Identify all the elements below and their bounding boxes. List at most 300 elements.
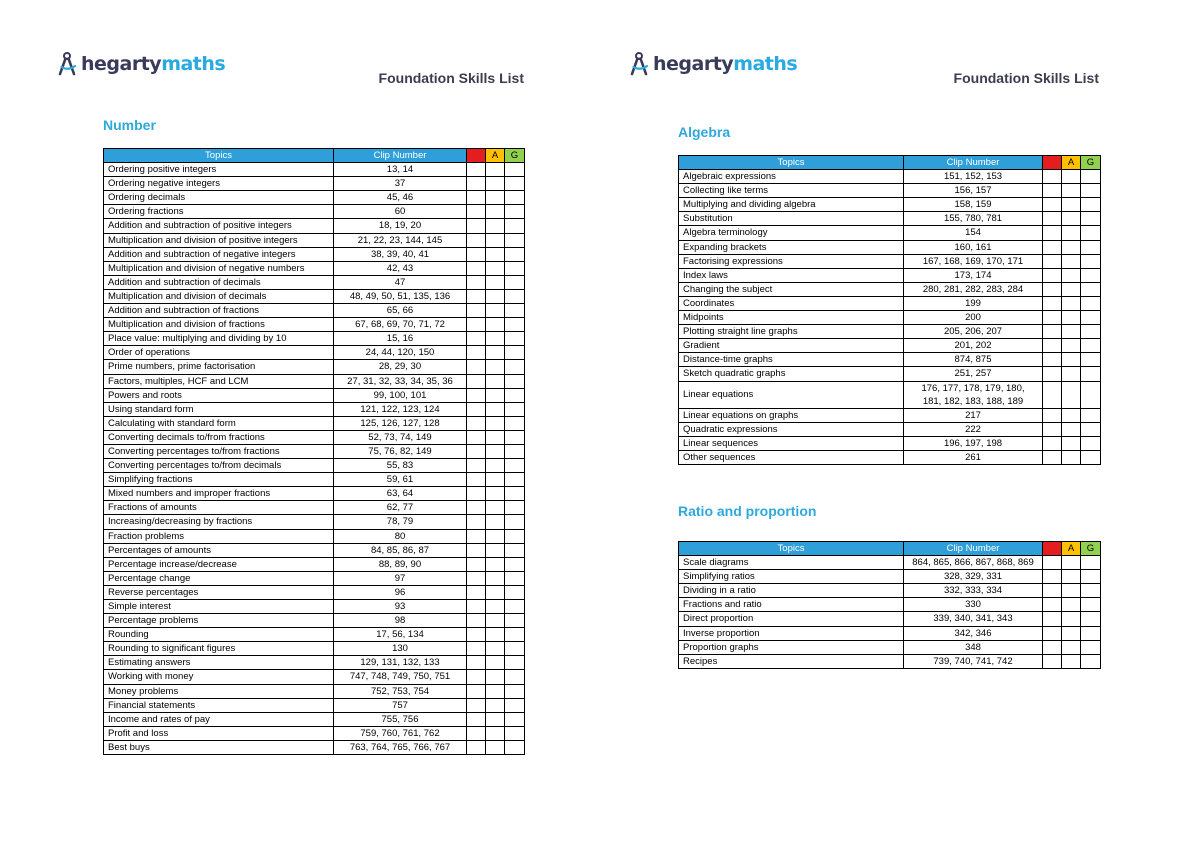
- logo-text: hegartymaths: [81, 53, 226, 75]
- rating-r-cell[interactable]: [1043, 556, 1062, 570]
- rating-a-cell[interactable]: [486, 402, 505, 416]
- table-row: [679, 367, 1101, 381]
- rating-g-cell[interactable]: [505, 628, 525, 642]
- rating-a-cell[interactable]: [486, 670, 505, 684]
- table-row: [679, 226, 1101, 240]
- table-row: [104, 740, 525, 754]
- rating-g-cell[interactable]: [505, 585, 525, 599]
- topic-cell: Fraction problems: [104, 529, 334, 543]
- clip-number-cell: 201, 202: [904, 339, 1043, 353]
- clip-number-cell: 217: [904, 408, 1043, 422]
- rating-a-cell[interactable]: [1062, 268, 1081, 282]
- rating-r-cell[interactable]: [1043, 598, 1062, 612]
- rating-r-cell[interactable]: [467, 712, 486, 726]
- rating-g-cell[interactable]: [1081, 570, 1101, 584]
- rating-a-cell[interactable]: [486, 205, 505, 219]
- rating-a-cell[interactable]: [486, 614, 505, 628]
- table-row: [104, 543, 525, 557]
- rating-g-cell[interactable]: [1081, 422, 1101, 436]
- rating-g-cell[interactable]: [1081, 325, 1101, 339]
- rating-g-cell[interactable]: [505, 698, 525, 712]
- rating-a-cell[interactable]: [486, 346, 505, 360]
- rating-g-cell[interactable]: [505, 529, 525, 543]
- rating-a-cell[interactable]: [486, 600, 505, 614]
- clip-number-line: 181, 182, 183, 188, 189: [922, 395, 1024, 407]
- topic-cell: Percentage change: [104, 571, 334, 585]
- rating-g-cell[interactable]: [505, 318, 525, 332]
- rating-g-cell[interactable]: [1081, 311, 1101, 325]
- topic-cell: Midpoints: [679, 311, 904, 325]
- rating-g-cell[interactable]: [505, 642, 525, 656]
- clip-number-cell: 222: [904, 422, 1043, 436]
- topic-cell: Reverse percentages: [104, 585, 334, 599]
- rating-g-cell[interactable]: [1081, 654, 1101, 668]
- table-row: [104, 684, 525, 698]
- table-row: [679, 240, 1101, 254]
- clip-number-cell: 160, 161: [904, 240, 1043, 254]
- rating-r-cell[interactable]: [467, 332, 486, 346]
- rating-r-cell[interactable]: [467, 289, 486, 303]
- clip-number-cell: 65, 66: [334, 304, 467, 318]
- rating-a-cell[interactable]: [486, 247, 505, 261]
- rating-r-cell[interactable]: [467, 487, 486, 501]
- topic-cell: Simplifying ratios: [679, 570, 904, 584]
- topic-cell: Profit and loss: [104, 726, 334, 740]
- topic-cell: Using standard form: [104, 402, 334, 416]
- rating-a-cell[interactable]: [486, 515, 505, 529]
- rating-a-cell[interactable]: [1062, 436, 1081, 450]
- rating-g-cell[interactable]: [505, 726, 525, 740]
- rating-a-cell[interactable]: [486, 444, 505, 458]
- clip-number-cell: 342, 346: [904, 626, 1043, 640]
- rating-a-cell[interactable]: [486, 459, 505, 473]
- rating-a-cell[interactable]: [486, 191, 505, 205]
- rating-a-cell[interactable]: [486, 374, 505, 388]
- table-row: [104, 346, 525, 360]
- table-header-row: [679, 542, 1101, 556]
- rating-a-cell[interactable]: [486, 332, 505, 346]
- topic-cell: Ordering negative integers: [104, 177, 334, 191]
- rating-g-cell[interactable]: [1081, 612, 1101, 626]
- topic-cell: Algebraic expressions: [679, 170, 904, 184]
- rating-a-cell[interactable]: [1062, 367, 1081, 381]
- rating-a-cell[interactable]: [1062, 170, 1081, 184]
- rating-g-cell[interactable]: [1081, 640, 1101, 654]
- topic-cell: Inverse proportion: [679, 626, 904, 640]
- rating-a-cell[interactable]: [1062, 254, 1081, 268]
- rating-r-cell[interactable]: [1043, 367, 1062, 381]
- rating-a-cell[interactable]: [1062, 226, 1081, 240]
- rating-g-cell[interactable]: [505, 388, 525, 402]
- rating-r-cell[interactable]: [467, 557, 486, 571]
- rating-a-cell[interactable]: [1062, 556, 1081, 570]
- table-row: [679, 296, 1101, 310]
- clip-number-cell: 151, 152, 153: [904, 170, 1043, 184]
- rating-g-cell[interactable]: [1081, 282, 1101, 296]
- rating-r-cell[interactable]: [1043, 282, 1062, 296]
- rating-g-cell[interactable]: [505, 219, 525, 233]
- clip-number-cell: 330: [904, 598, 1043, 612]
- rating-a-cell[interactable]: [486, 571, 505, 585]
- rating-a-cell[interactable]: [486, 219, 505, 233]
- rating-g-cell[interactable]: [505, 332, 525, 346]
- rating-g-cell[interactable]: [1081, 254, 1101, 268]
- rating-g-cell[interactable]: [505, 600, 525, 614]
- topic-cell: Rounding to significant figures: [104, 642, 334, 656]
- rating-r-cell[interactable]: [467, 515, 486, 529]
- topic-cell: Proportion graphs: [679, 640, 904, 654]
- rating-a-cell[interactable]: [486, 261, 505, 275]
- rating-r-cell[interactable]: [467, 740, 486, 754]
- rating-a-cell[interactable]: [486, 543, 505, 557]
- rating-a-cell[interactable]: [486, 726, 505, 740]
- rating-r-cell[interactable]: [1043, 570, 1062, 584]
- rating-g-cell[interactable]: [1081, 184, 1101, 198]
- clip-number-cell: 13, 14: [334, 163, 467, 177]
- rating-g-cell[interactable]: [505, 275, 525, 289]
- table-row: [679, 339, 1101, 353]
- rating-r-cell[interactable]: [1043, 184, 1062, 198]
- rating-a-cell[interactable]: [486, 557, 505, 571]
- rating-g-cell[interactable]: [1081, 353, 1101, 367]
- rating-a-cell[interactable]: [486, 501, 505, 515]
- clip-number-cell: 47: [334, 275, 467, 289]
- rating-g-cell[interactable]: [1081, 268, 1101, 282]
- table-row: [104, 374, 525, 388]
- table-row: [104, 515, 525, 529]
- rating-g-cell[interactable]: [1081, 436, 1101, 450]
- rating-r-cell[interactable]: [1043, 311, 1062, 325]
- rating-g-cell[interactable]: [505, 656, 525, 670]
- table-row: [104, 614, 525, 628]
- rating-r-cell[interactable]: [467, 670, 486, 684]
- rating-r-cell[interactable]: [467, 205, 486, 219]
- clip-number-cell: 27, 31, 32, 33, 34, 35, 36: [334, 374, 467, 388]
- rating-r-cell[interactable]: [1043, 325, 1062, 339]
- rating-g-cell[interactable]: [505, 684, 525, 698]
- rating-g-cell[interactable]: [505, 346, 525, 360]
- rating-a-cell[interactable]: [1062, 450, 1081, 464]
- clip-number-cell: 755, 756: [334, 712, 467, 726]
- rating-g-cell[interactable]: [1081, 198, 1101, 212]
- rating-r-cell[interactable]: [467, 233, 486, 247]
- rating-g-cell[interactable]: [505, 374, 525, 388]
- rating-r-cell[interactable]: [467, 656, 486, 670]
- rating-a-cell[interactable]: [486, 712, 505, 726]
- rating-g-cell[interactable]: [505, 543, 525, 557]
- rating-r-cell[interactable]: [467, 529, 486, 543]
- table-header-row: [679, 156, 1101, 170]
- rating-r-cell[interactable]: [467, 261, 486, 275]
- topic-cell: Order of operations: [104, 346, 334, 360]
- rating-r-cell[interactable]: [467, 430, 486, 444]
- rating-g-cell[interactable]: [505, 247, 525, 261]
- rating-g-cell[interactable]: [505, 163, 525, 177]
- topic-cell: Expanding brackets: [679, 240, 904, 254]
- rating-a-cell[interactable]: [486, 177, 505, 191]
- clip-number-cell: 205, 206, 207: [904, 325, 1043, 339]
- rating-r-cell[interactable]: [1043, 254, 1062, 268]
- rating-g-cell[interactable]: [505, 473, 525, 487]
- rating-g-cell[interactable]: [1081, 584, 1101, 598]
- rating-g-cell[interactable]: [505, 614, 525, 628]
- clip-number-cell: 48, 49, 50, 51, 135, 136: [334, 289, 467, 303]
- rating-a-cell[interactable]: [1062, 311, 1081, 325]
- rating-a-cell[interactable]: [486, 487, 505, 501]
- rating-g-cell[interactable]: [505, 233, 525, 247]
- hegartymaths-logo: [630, 52, 797, 76]
- rating-r-cell[interactable]: [467, 600, 486, 614]
- rating-r-cell[interactable]: [1043, 226, 1062, 240]
- rating-g-cell[interactable]: [505, 402, 525, 416]
- table-row: [679, 640, 1101, 654]
- rating-r-cell[interactable]: [467, 585, 486, 599]
- rating-a-cell[interactable]: [1062, 381, 1081, 408]
- rating-a-cell[interactable]: [1062, 422, 1081, 436]
- rating-g-cell[interactable]: [505, 444, 525, 458]
- rating-r-cell[interactable]: [467, 360, 486, 374]
- rating-r-cell[interactable]: [1043, 422, 1062, 436]
- topic-cell: Percentages of amounts: [104, 543, 334, 557]
- rating-r-cell[interactable]: [467, 177, 486, 191]
- rating-g-cell[interactable]: [505, 191, 525, 205]
- rating-r-cell[interactable]: [467, 402, 486, 416]
- clip-number-cell: 874, 875: [904, 353, 1043, 367]
- rating-g-cell[interactable]: [505, 459, 525, 473]
- rating-a-cell[interactable]: [486, 740, 505, 754]
- rating-r-cell[interactable]: [467, 459, 486, 473]
- rating-r-cell[interactable]: [467, 388, 486, 402]
- rating-a-cell[interactable]: [1062, 408, 1081, 422]
- rating-g-cell[interactable]: [1081, 408, 1101, 422]
- rating-a-cell[interactable]: [486, 529, 505, 543]
- rating-r-cell[interactable]: [1043, 436, 1062, 450]
- rating-r-cell[interactable]: [467, 473, 486, 487]
- rating-a-cell[interactable]: [486, 430, 505, 444]
- table-row: [104, 402, 525, 416]
- rating-r-cell[interactable]: [1043, 381, 1062, 408]
- rating-a-cell[interactable]: [1062, 353, 1081, 367]
- rating-r-cell[interactable]: [1043, 654, 1062, 668]
- rating-r-cell[interactable]: [467, 346, 486, 360]
- rating-r-cell[interactable]: [467, 628, 486, 642]
- rating-a-cell[interactable]: [486, 275, 505, 289]
- rating-a-cell[interactable]: [486, 360, 505, 374]
- rating-g-cell[interactable]: [505, 416, 525, 430]
- rating-a-cell[interactable]: [486, 656, 505, 670]
- table-row: [104, 191, 525, 205]
- column-header-g: G: [1081, 542, 1101, 556]
- rating-a-cell[interactable]: [486, 416, 505, 430]
- clip-number-cell: 757: [334, 698, 467, 712]
- rating-g-cell[interactable]: [1081, 296, 1101, 310]
- rating-r-cell[interactable]: [1043, 612, 1062, 626]
- rating-r-cell[interactable]: [1043, 296, 1062, 310]
- rating-r-cell[interactable]: [467, 614, 486, 628]
- column-header-a: A: [1062, 542, 1081, 556]
- topic-cell: Percentage increase/decrease: [104, 557, 334, 571]
- rating-r-cell[interactable]: [467, 501, 486, 515]
- table-row: [679, 408, 1101, 422]
- topic-cell: Recipes: [679, 654, 904, 668]
- rating-a-cell[interactable]: [486, 684, 505, 698]
- rating-r-cell[interactable]: [467, 219, 486, 233]
- rating-g-cell[interactable]: [505, 557, 525, 571]
- rating-g-cell[interactable]: [505, 487, 525, 501]
- rating-r-cell[interactable]: [467, 416, 486, 430]
- rating-a-cell[interactable]: [1062, 296, 1081, 310]
- rating-a-cell[interactable]: [1062, 240, 1081, 254]
- rating-r-cell[interactable]: [467, 698, 486, 712]
- rating-a-cell[interactable]: [1062, 640, 1081, 654]
- rating-g-cell[interactable]: [505, 177, 525, 191]
- rating-a-cell[interactable]: [486, 304, 505, 318]
- rating-r-cell[interactable]: [467, 571, 486, 585]
- table-row: [104, 642, 525, 656]
- table-row: [104, 332, 525, 346]
- rating-g-cell[interactable]: [1081, 212, 1101, 226]
- topic-cell: Place value: multiplying and dividing by 10: [104, 332, 334, 346]
- rating-a-cell[interactable]: [486, 318, 505, 332]
- rating-a-cell[interactable]: [486, 289, 505, 303]
- topic-cell: Multiplication and division of decimals: [104, 289, 334, 303]
- rating-r-cell[interactable]: [467, 374, 486, 388]
- topic-cell: Increasing/decreasing by fractions: [104, 515, 334, 529]
- rating-g-cell[interactable]: [1081, 226, 1101, 240]
- table-row: [104, 219, 525, 233]
- rating-g-cell[interactable]: [505, 740, 525, 754]
- clip-number-cell: 339, 340, 341, 343: [904, 612, 1043, 626]
- rating-g-cell[interactable]: [505, 289, 525, 303]
- rating-a-cell[interactable]: [1062, 598, 1081, 612]
- rating-g-cell[interactable]: [505, 360, 525, 374]
- rating-a-cell[interactable]: [1062, 654, 1081, 668]
- rating-r-cell[interactable]: [1043, 339, 1062, 353]
- rating-g-cell[interactable]: [1081, 240, 1101, 254]
- rating-r-cell[interactable]: [1043, 268, 1062, 282]
- number-skills-table: [103, 148, 525, 755]
- rating-r-cell[interactable]: [1043, 640, 1062, 654]
- clip-number-cell: 42, 43: [334, 261, 467, 275]
- rating-a-cell[interactable]: [1062, 612, 1081, 626]
- rating-a-cell[interactable]: [486, 585, 505, 599]
- rating-g-cell[interactable]: [1081, 170, 1101, 184]
- rating-a-cell[interactable]: [486, 698, 505, 712]
- topic-cell: Powers and roots: [104, 388, 334, 402]
- rating-g-cell[interactable]: [1081, 626, 1101, 640]
- rating-g-cell[interactable]: [1081, 381, 1101, 408]
- rating-a-cell[interactable]: [1062, 282, 1081, 296]
- topic-cell: Multiplication and division of negative numbers: [104, 261, 334, 275]
- rating-r-cell[interactable]: [1043, 584, 1062, 598]
- rating-r-cell[interactable]: [467, 726, 486, 740]
- rating-g-cell[interactable]: [505, 261, 525, 275]
- clip-number-cell: 75, 76, 82, 149: [334, 444, 467, 458]
- topic-cell: Factors, multiples, HCF and LCM: [104, 374, 334, 388]
- rating-a-cell[interactable]: [1062, 184, 1081, 198]
- rating-r-cell[interactable]: [467, 444, 486, 458]
- rating-r-cell[interactable]: [1043, 198, 1062, 212]
- rating-r-cell[interactable]: [467, 642, 486, 656]
- rating-r-cell[interactable]: [467, 275, 486, 289]
- table-row: [104, 501, 525, 515]
- topic-cell: Addition and subtraction of decimals: [104, 275, 334, 289]
- document-title: Foundation Skills List: [953, 70, 1099, 86]
- topic-cell: Addition and subtraction of negative integers: [104, 247, 334, 261]
- rating-a-cell[interactable]: [1062, 584, 1081, 598]
- topic-cell: Factorising expressions: [679, 254, 904, 268]
- algebra-skills-table: [678, 155, 1101, 465]
- rating-g-cell[interactable]: [1081, 450, 1101, 464]
- rating-r-cell[interactable]: [467, 304, 486, 318]
- clip-number-cell: 752, 753, 754: [334, 684, 467, 698]
- rating-a-cell[interactable]: [486, 163, 505, 177]
- rating-g-cell[interactable]: [505, 712, 525, 726]
- rating-a-cell[interactable]: [1062, 212, 1081, 226]
- rating-g-cell[interactable]: [505, 670, 525, 684]
- rating-r-cell[interactable]: [1043, 353, 1062, 367]
- rating-r-cell[interactable]: [1043, 240, 1062, 254]
- rating-a-cell[interactable]: [486, 628, 505, 642]
- topic-cell: Money problems: [104, 684, 334, 698]
- rating-g-cell[interactable]: [1081, 367, 1101, 381]
- rating-r-cell[interactable]: [467, 684, 486, 698]
- rating-g-cell[interactable]: [1081, 556, 1101, 570]
- rating-g-cell[interactable]: [505, 571, 525, 585]
- rating-a-cell[interactable]: [1062, 325, 1081, 339]
- rating-g-cell[interactable]: [505, 430, 525, 444]
- clip-number-cell: 348: [904, 640, 1043, 654]
- rating-a-cell[interactable]: [486, 642, 505, 656]
- rating-r-cell[interactable]: [467, 543, 486, 557]
- rating-g-cell[interactable]: [505, 304, 525, 318]
- rating-r-cell[interactable]: [1043, 408, 1062, 422]
- rating-a-cell[interactable]: [1062, 198, 1081, 212]
- rating-r-cell[interactable]: [1043, 450, 1062, 464]
- rating-r-cell[interactable]: [467, 191, 486, 205]
- topic-cell: Converting percentages to/from fractions: [104, 444, 334, 458]
- rating-r-cell[interactable]: [467, 163, 486, 177]
- rating-r-cell[interactable]: [1043, 170, 1062, 184]
- rating-a-cell[interactable]: [486, 473, 505, 487]
- clip-number-cell: 328, 329, 331: [904, 570, 1043, 584]
- rating-a-cell[interactable]: [1062, 339, 1081, 353]
- rating-g-cell[interactable]: [1081, 598, 1101, 612]
- table-row: [679, 626, 1101, 640]
- table-row: [104, 712, 525, 726]
- rating-a-cell[interactable]: [1062, 626, 1081, 640]
- rating-a-cell[interactable]: [1062, 570, 1081, 584]
- table-row: [679, 584, 1101, 598]
- clip-number-line: 176, 177, 178, 179, 180,: [921, 382, 1025, 394]
- logo-text: hegartymaths: [653, 53, 798, 75]
- rating-r-cell[interactable]: [467, 247, 486, 261]
- table-row: [104, 289, 525, 303]
- topic-cell: Percentage problems: [104, 614, 334, 628]
- table-row: [104, 275, 525, 289]
- rating-r-cell[interactable]: [467, 318, 486, 332]
- rating-g-cell[interactable]: [505, 501, 525, 515]
- rating-a-cell[interactable]: [486, 233, 505, 247]
- rating-r-cell[interactable]: [1043, 626, 1062, 640]
- rating-g-cell[interactable]: [505, 515, 525, 529]
- rating-g-cell[interactable]: [1081, 339, 1101, 353]
- rating-r-cell[interactable]: [1043, 212, 1062, 226]
- clip-number-cell: 129, 131, 132, 133: [334, 656, 467, 670]
- table-row: [104, 444, 525, 458]
- rating-a-cell[interactable]: [486, 388, 505, 402]
- rating-g-cell[interactable]: [505, 205, 525, 219]
